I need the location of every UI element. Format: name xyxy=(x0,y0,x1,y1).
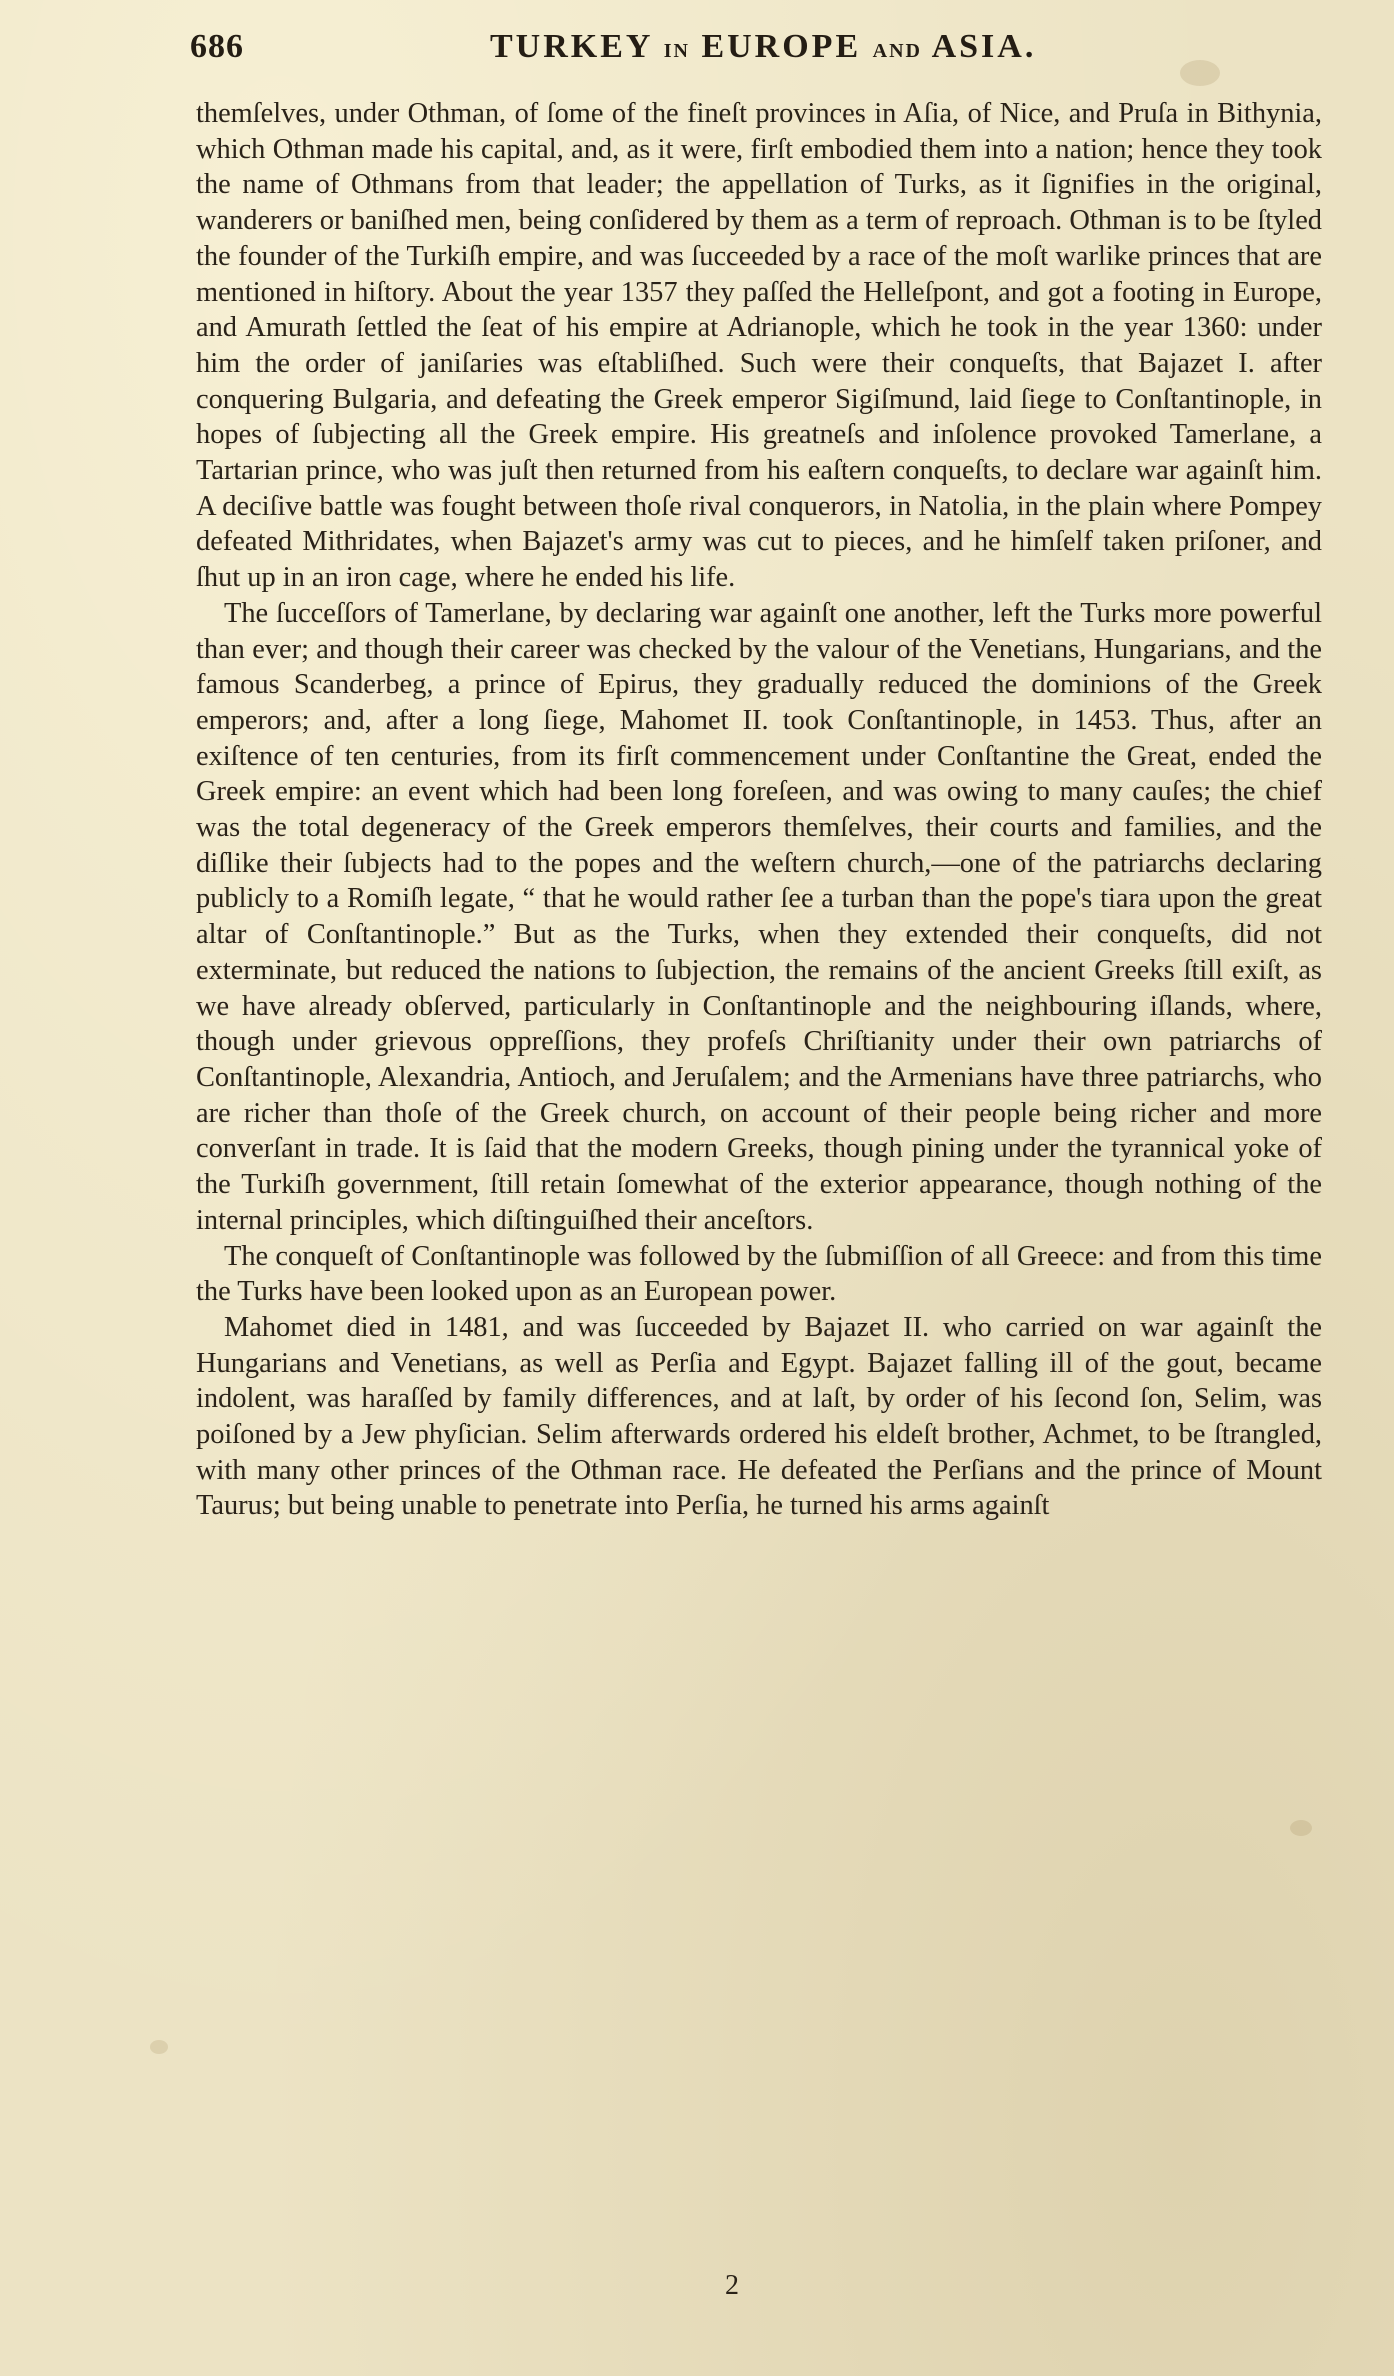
paragraph-4: Mahomet died in 1481, and was ſucceeded by Bajazet II. who carried on war againſt the Hungarians and Venetians, as well as Perſia and Egypt. Bajazet falling ill of the gout, became indolent, was haraſſed by family differences, and at laſt, by order of his ſecond ſon, Selim, was poiſoned by a Jew phyſician. Selim afterwards ordered his eldeſt brother, Achmet, to be ſtrangled, with many other princes of the Othman race. He defeated the Perſians and the prince of Mount Taurus; but being unable to penetrate into Perſia, he turned his arms againſt xyxy=(196,1311,1322,1522)
paper-stain xyxy=(150,2040,168,2054)
body-text xyxy=(196,96,1322,1524)
paragraph-2: The ſucceſſors of Tamerlane, by declaring war againſt one another, left the Turks more powerful than ever; and though their career was checked by the valour of the Venetians, Hungarians, and the famous Scanderbeg, a prince of Epirus, they gradually reduced the dominions of the Greek emperors; and, after a long ſiege, Mahomet II. took Conſtantinople, in 1453. Thus, after an exiſtence of ten centuries, from its firſt commencement under Conſtantine the Great, ended the Greek empire: an event which had been long foreſeen, and was owing to many cauſes; the chief was the total degeneracy of the Greek emperors themſelves, their courts and families, and the diſlike their ſubjects had to the popes and the weſtern church,—one of the patriarchs declaring publicly to a Romiſh legate, “ that he would rather ſee a turban than the pope's tiara upon the great altar of Conſtantinople.” But as the Turks, when they extended their conqueſts, did not exterminate, but reduced the nations to ſubjection, the remains of the ancient Greeks ſtill exiſt, as we have already obſerved, particularly in Conſtantinople and the neighbouring iſlands, where, though under grievous oppreſſions, they profeſs Chriſtianity under their own patriarchs of Conſtantinople, Alexandria, Antioch, and Jeruſalem; and the Armenians have three patriarchs, who are richer than thoſe of the Greek church, on account of their people being richer and more converſant in trade. It is ſaid that the modern Greeks, though pining under the tyrannical yoke of the Turkiſh government, ſtill retain ſomewhat of the exterior appearance, though nothing of the internal principles, which diſtinguiſhed their anceſtors. xyxy=(196,597,1322,1236)
page-number: 686 xyxy=(190,28,244,65)
paragraph-3: The conqueſt of Conſtantinople was followed by the ſubmiſſion of all Greece: and from this time the Turks have been looked upon as an European power. xyxy=(196,1240,1322,1308)
paper-stain xyxy=(1290,1820,1312,1836)
paper-stain xyxy=(1180,60,1220,86)
title-connector-and: AND xyxy=(872,40,922,62)
title-turkey: TURKEY xyxy=(490,28,653,65)
title-connector-in: IN xyxy=(663,40,690,62)
running-head xyxy=(190,28,1200,88)
paragraph-1: themſelves, under Othman, of ſome of the fineſt provinces in Aſia, of Nice, and Pruſa in Bithynia, which Othman made his capital, and, as it were, firſt embodied them into a nation; hence they took the name of Othmans from that leader; the appellation of Turks, as it ſignifies in the original, wanderers or baniſhed men, being conſidered by them as a term of reproach. Othman is to be ſtyled the founder of the Turkiſh empire, and was ſucceeded by a race of the moſt warlike princes that are mentioned in hiſtory. About the year 1357 they paſſed the Helleſpont, and got a footing in Europe, and Amurath ſettled the ſeat of his empire at Adrianople, which he took in the year 1360: under him the order of janiſaries was eſtabliſhed. Such were their conqueſts, that Bajazet I. after conquering Bulgaria, and defeating the Greek emperor Sigiſmund, laid ſiege to Conſtantinople, in hopes of ſubjecting all the Greek empire. His greatneſs and inſolence provoked Tamerlane, a Tartarian prince, who was juſt then returned from his eaſtern conqueſts, to declare war againſt him. A deciſive battle was fought between thoſe rival conquerors, in Natolia, in the plain where Pompey defeated Mithridates, when Bajazet's army was cut to pieces, and he himſelf taken priſoner, and ſhut up in an iron cage, where he ended his life. xyxy=(196,98,1322,594)
signature-mark: 2 xyxy=(725,2270,739,2301)
running-title xyxy=(490,28,1036,66)
title-europe: EUROPE xyxy=(701,28,862,65)
title-asia: ASIA. xyxy=(931,28,1037,65)
